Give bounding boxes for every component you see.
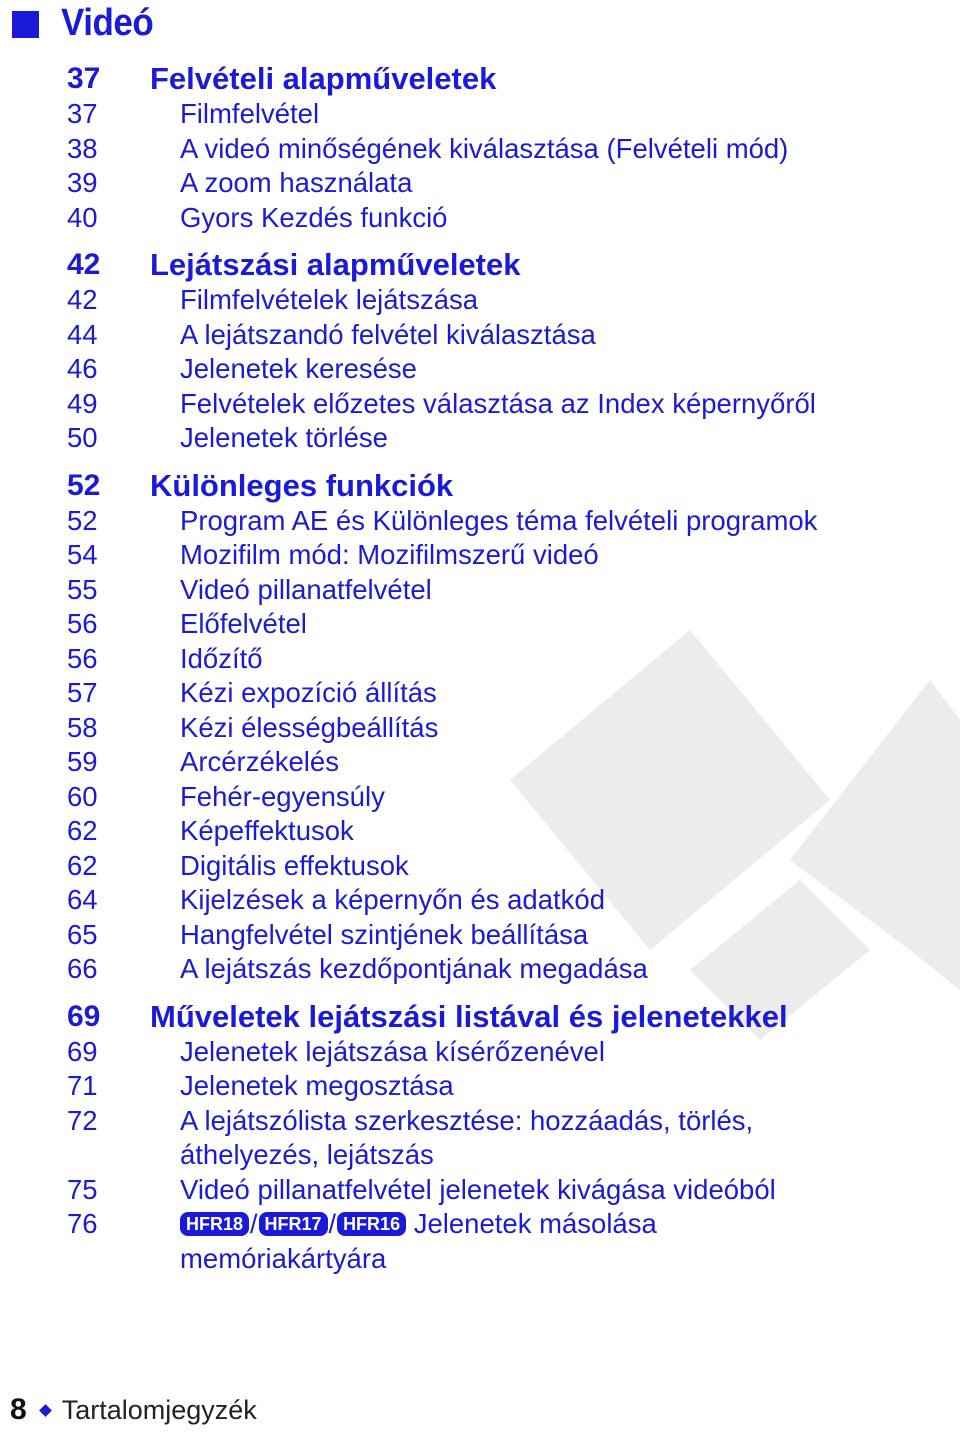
section-title: Műveletek lejátszási listával és jelenetekkel [150, 998, 788, 1034]
toc-entry-link[interactable] [0, 883, 960, 918]
entry-page-number: 66 [67, 953, 98, 984]
section-heading-link[interactable] [0, 246, 960, 283]
toc-entry-link[interactable] [0, 1173, 960, 1208]
entry-page-number: 58 [67, 711, 98, 743]
toc-entry-link[interactable] [0, 745, 960, 780]
toc-entry-link[interactable] [0, 504, 960, 539]
toc-section [0, 246, 960, 456]
toc-entry-link[interactable] [0, 97, 960, 132]
toc-entry-link[interactable] [0, 573, 960, 608]
entry-page-number: 38 [67, 132, 98, 164]
model-badge-icon: HFR16 [337, 1212, 406, 1236]
section-title: Felvételi alapműveletek [150, 61, 497, 96]
entry-title: Időzítő [180, 642, 263, 674]
section-heading-link[interactable] [0, 998, 960, 1035]
page-title: Videó [61, 2, 154, 44]
entry-title: A lejátszandó felvétel kiválasztása [180, 318, 596, 350]
entry-page-number: 44 [67, 318, 98, 350]
entry-title-continued: memóriakártyára [180, 1242, 387, 1274]
toc-entry-link[interactable] [0, 1069, 960, 1104]
entry-title: Fehér-egyensúly [180, 780, 385, 812]
entry-title: Kézi expozíció állítás [180, 677, 437, 708]
entry-page-number: 76 [67, 1208, 98, 1239]
entry-title: Felvételek előzetes választása az Index képernyőről [180, 387, 816, 419]
entry-title: A zoom használata [180, 167, 413, 198]
entry-title: Jelenetek törlése [180, 422, 388, 453]
entry-title: Digitális effektusok [180, 849, 409, 881]
entry-title: Program AE és Különleges téma felvételi programok [180, 504, 818, 536]
toc-entry-link[interactable] [0, 952, 960, 987]
entry-page-number: 65 [67, 918, 98, 950]
entry-page-number: 56 [67, 642, 98, 674]
entry-page-number: 69 [67, 1035, 98, 1067]
page-footer [10, 1393, 257, 1427]
entry-title: Filmfelvétel [180, 98, 320, 129]
toc-entry-link[interactable] [0, 132, 960, 167]
toc-section [0, 467, 960, 987]
model-badge-icon: HFR18 [180, 1212, 249, 1236]
entry-page-number: 72 [67, 1104, 98, 1136]
toc-entry-link[interactable] [0, 166, 960, 201]
entry-page-number: 62 [67, 815, 98, 846]
entry-title-text: Jelenetek másolása [413, 1208, 657, 1239]
entry-title: Arcérzékelés [180, 746, 339, 777]
section-page-number: 37 [67, 62, 101, 95]
entry-title: Kijelzések a képernyőn és adatkód [180, 884, 605, 915]
toc-section [0, 60, 960, 235]
entry-page-number: 49 [67, 387, 98, 419]
entry-page-number: 37 [67, 98, 98, 129]
entry-page-number: 62 [67, 849, 98, 881]
section-page-number: 42 [67, 248, 101, 281]
entry-page-number: 75 [67, 1173, 98, 1205]
section-header [12, 2, 161, 45]
section-title: Különleges funkciók [150, 467, 454, 503]
entry-page-number: 50 [67, 422, 98, 453]
entry-page-number: 71 [67, 1070, 98, 1101]
entry-title: Filmfelvételek lejátszása [180, 284, 479, 315]
entry-page-number: 40 [67, 201, 98, 233]
entry-title: A lejátszás kezdőpontjának megadása [180, 953, 648, 984]
entry-page-number: 64 [67, 884, 98, 915]
entry-title: Jelenetek lejátszása kísérőzenével [180, 1035, 605, 1067]
toc-entry-link[interactable] [0, 642, 960, 677]
toc-entry-link[interactable] [0, 1207, 960, 1276]
badge-separator: / [250, 1209, 258, 1239]
entry-title: A lejátszólista szerkesztése: hozzáadás, törlés, [180, 1104, 754, 1136]
toc-entry-link[interactable] [0, 421, 960, 456]
entry-page-number: 54 [67, 539, 98, 570]
toc-entry-link[interactable] [0, 780, 960, 815]
entry-page-number: 59 [67, 746, 98, 777]
entry-page-number: 39 [67, 167, 98, 198]
entry-title: Képeffektusok [180, 815, 354, 846]
toc-entry-link[interactable] [0, 283, 960, 318]
footer-label: Tartalomjegyzék [61, 1394, 257, 1425]
section-heading-link[interactable] [0, 60, 960, 97]
toc-entry-link[interactable] [0, 387, 960, 422]
entry-title-continued: áthelyezés, lejátszás [180, 1139, 434, 1170]
table-of-contents [0, 60, 960, 1287]
header-square-icon [12, 11, 39, 38]
entry-page-number: 42 [67, 284, 98, 315]
section-page-number: 52 [67, 468, 101, 502]
entry-title: Gyors Kezdés funkció [180, 201, 448, 233]
toc-entry-link[interactable] [0, 538, 960, 573]
badge-separator: / [328, 1209, 337, 1239]
entry-page-number: 60 [67, 780, 98, 812]
page-number: 8 [10, 1393, 27, 1426]
toc-entry-link[interactable] [0, 918, 960, 953]
entry-title [180, 1207, 960, 1242]
toc-entry-link[interactable] [0, 607, 960, 642]
toc-entry-link[interactable] [0, 676, 960, 711]
toc-entry-link[interactable] [0, 814, 960, 849]
entry-title: Jelenetek megosztása [180, 1070, 454, 1101]
entry-page-number: 56 [67, 608, 98, 639]
entry-page-number: 55 [67, 573, 98, 605]
entry-page-number: 57 [67, 677, 98, 708]
entry-title: Mozifilm mód: Mozifilmszerű videó [180, 539, 599, 570]
toc-entry-link[interactable] [0, 711, 960, 746]
entry-title: Előfelvétel [180, 608, 307, 639]
entry-page-number: 46 [67, 353, 98, 384]
section-heading-link[interactable] [0, 467, 960, 504]
entry-title: Kézi élességbeállítás [180, 711, 439, 743]
model-badge-icon: HFR17 [259, 1212, 328, 1236]
diamond-icon [39, 1404, 52, 1417]
toc-entry-link[interactable] [0, 1104, 960, 1173]
toc-entry-link[interactable] [0, 201, 960, 236]
section-page-number: 69 [67, 999, 101, 1033]
entry-title: A videó minőségének kiválasztása (Felvételi mód) [180, 132, 789, 164]
toc-entry-link[interactable] [0, 849, 960, 884]
toc-section [0, 998, 960, 1277]
entry-title: Videó pillanatfelvétel jelenetek kivágása videóból [180, 1173, 776, 1205]
entry-page-number: 52 [67, 504, 98, 536]
section-title: Lejátszási alapműveletek [150, 247, 521, 282]
toc-entry-link[interactable] [0, 1035, 960, 1070]
entry-title: Jelenetek keresése [180, 353, 417, 384]
toc-entry-link[interactable] [0, 352, 960, 387]
entry-title: Hangfelvétel szintjének beállítása [180, 918, 589, 950]
toc-entry-link[interactable] [0, 318, 960, 353]
entry-title: Videó pillanatfelvétel [180, 573, 432, 605]
